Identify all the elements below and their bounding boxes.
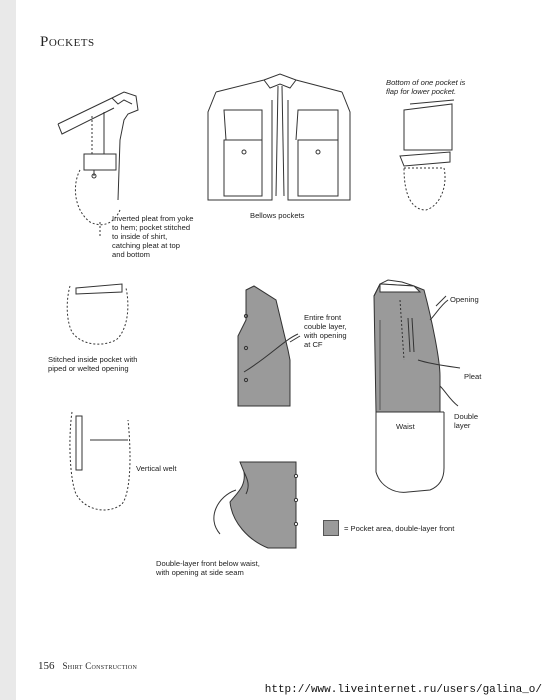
bellows-pockets-illustration bbox=[208, 74, 350, 200]
shirt-front-opening-illustration bbox=[374, 280, 446, 492]
entire-front-double-layer-illustration bbox=[238, 286, 300, 406]
legend-pocket-area-text: = Pocket area, double-layer front bbox=[344, 524, 455, 533]
label-waist: Waist bbox=[396, 422, 415, 431]
caption-bottom-flap: Bottom of one pocket is flap for lower pocket. bbox=[386, 78, 466, 96]
caption-stitched-inside-pocket: Stitched inside pocket with piped or welted opening bbox=[48, 355, 138, 373]
caption-inverted-pleat: Inverted pleat from yoke to hem; pocket stitched to inside of shirt, catching pleat at top and bottom bbox=[112, 214, 194, 259]
double-layer-below-waist-illustration bbox=[230, 462, 298, 548]
page-title: Pockets bbox=[40, 34, 95, 50]
label-opening: Opening bbox=[450, 295, 479, 304]
caption-vertical-welt: Vertical welt bbox=[136, 464, 177, 473]
label-double-layer: Double layer bbox=[454, 412, 479, 430]
page-footer bbox=[38, 660, 137, 672]
section-name: Shirt Construction bbox=[62, 661, 138, 671]
page-number: 156 bbox=[38, 660, 55, 672]
vertical-welt-pocket-illustration bbox=[70, 412, 130, 510]
legend-swatch-pocket-area bbox=[323, 520, 339, 536]
caption-double-layer-below-waist: Double-layer front below waist, with opening at side seam bbox=[156, 559, 260, 577]
caption-bellows-pockets: Bellows pockets bbox=[250, 211, 305, 220]
label-pleat: Pleat bbox=[464, 372, 482, 381]
stitched-inside-pocket-illustration bbox=[67, 284, 128, 344]
watermark-url: http://www.liveinternet.ru/users/galina_o/ bbox=[264, 684, 542, 696]
flap-pocket-illustration bbox=[400, 100, 454, 210]
caption-entire-front: Entire front couble layer, with opening at CF bbox=[304, 313, 347, 349]
